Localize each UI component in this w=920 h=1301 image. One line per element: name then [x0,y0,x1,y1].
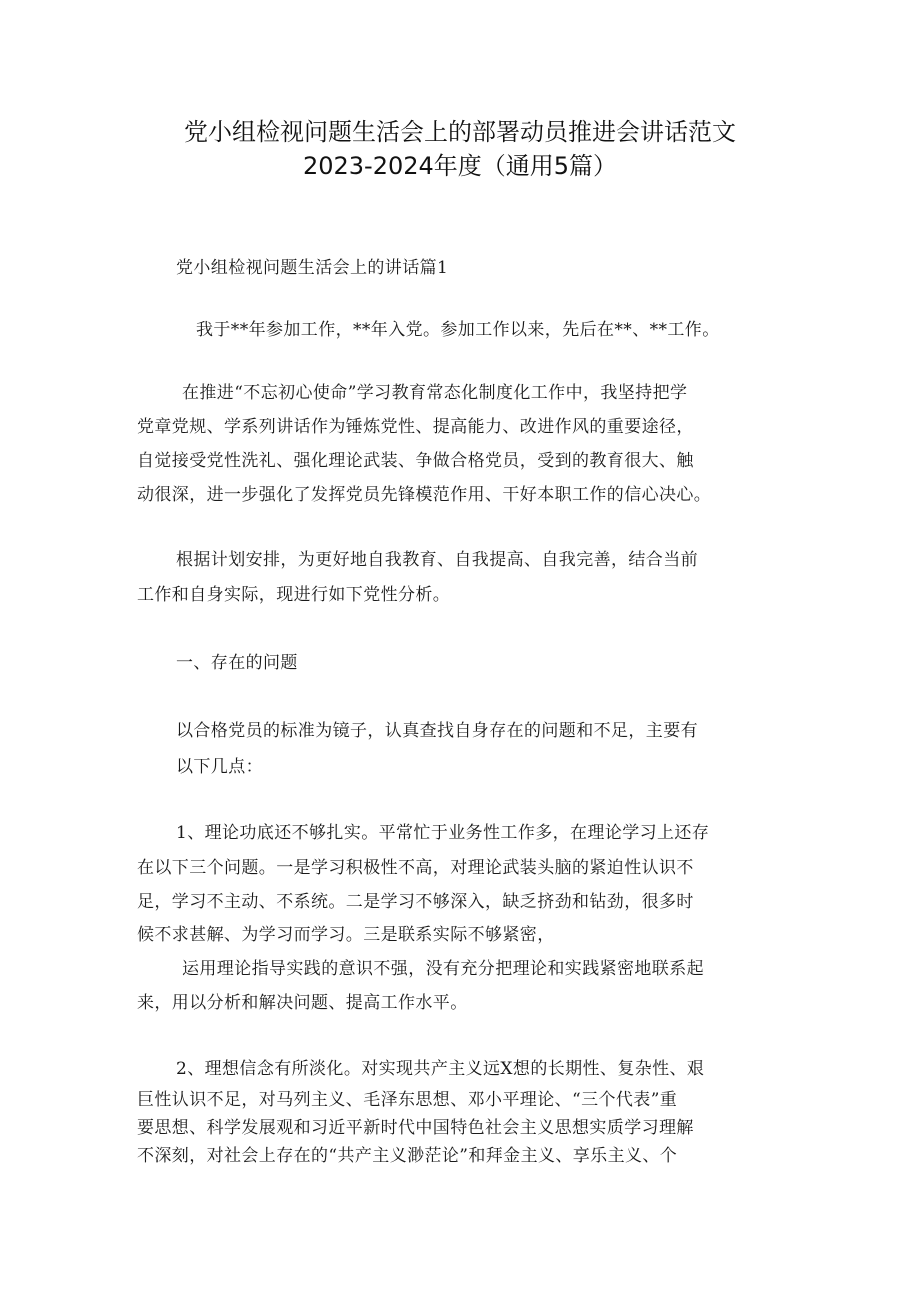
paragraph-line: 巨性认识不足，对马列主义、毛泽东思想、邓小平理论、“三个代表”重 [137,1090,678,1110]
paragraph-line: 工作和自身实际，现进行如下党性分析。 [137,585,451,605]
paragraph-line: 以合格党员的标准为镜子，认真查找自身存在的问题和不足，主要有 [176,721,698,741]
paragraph-line: 运用理论指导实践的意识不强，没有充分把理论和实践紧密地联系起 [182,959,704,979]
paragraph-line: 在推进“不忘初心使命”学习教育常态化制度化工作中，我坚持把学 [182,383,688,403]
paragraph-line: 来，用以分析和解决问题、提高工作水平。 [137,993,468,1013]
paragraph-line: 自觉接受党性洗礼、强化理论武装、争做合格党员，受到的教育很大、触 [137,451,694,471]
section-heading: 党小组检视问题生活会上的讲话篇1 [176,258,449,278]
paragraph-line: 1、理论功底还不够扎实。平常忙于业务性工作多，在理论学习上还存 [176,823,710,843]
document-title-line1: 党小组检视问题生活会上的部署动员推进会讲话范文 [184,118,736,146]
paragraph-line: 我于**年参加工作，**年入党。参加工作以来，先后在**、**工作。 [196,320,720,340]
paragraph-line: 2、理想信念有所淡化。对实现共产主义远X想的长期性、复杂性、艰 [176,1059,705,1079]
paragraph-line: 要思想、科学发展观和习近平新时代中国特色社会主义思想实质学习理解 [137,1118,694,1138]
paragraph-line: 以下几点： [176,757,263,777]
document-title-line2: 2023-2024年度（通用5篇） [302,152,618,180]
paragraph-line: 不深刻，对社会上存在的“共产主义渺茫论”和拜金主义、享乐主义、个 [137,1146,678,1166]
paragraph-line: 动很深，进一步强化了发挥党员先锋模范作用、干好本职工作的信心决心。 [137,485,712,505]
paragraph-line: 在以下三个问题。一是学习积极性不高，对理论武装头脑的紧迫性认识不 [137,858,694,878]
paragraph-line: 党章党规、学系列讲话作为锤炼党性、提高能力、改进作风的重要途径， [137,417,694,437]
paragraph-line: 候不求甚解、为学习而学习。三是联系实际不够紧密， [137,925,555,945]
paragraph-line: 根据计划安排，为更好地自我教育、自我提高、自我完善，结合当前 [176,550,698,570]
paragraph-line: 足，学习不主动、不系统。二是学习不够深入，缺乏挤劲和钻劲，很多时 [137,892,694,912]
subsection-heading: 一、存在的问题 [176,653,298,673]
